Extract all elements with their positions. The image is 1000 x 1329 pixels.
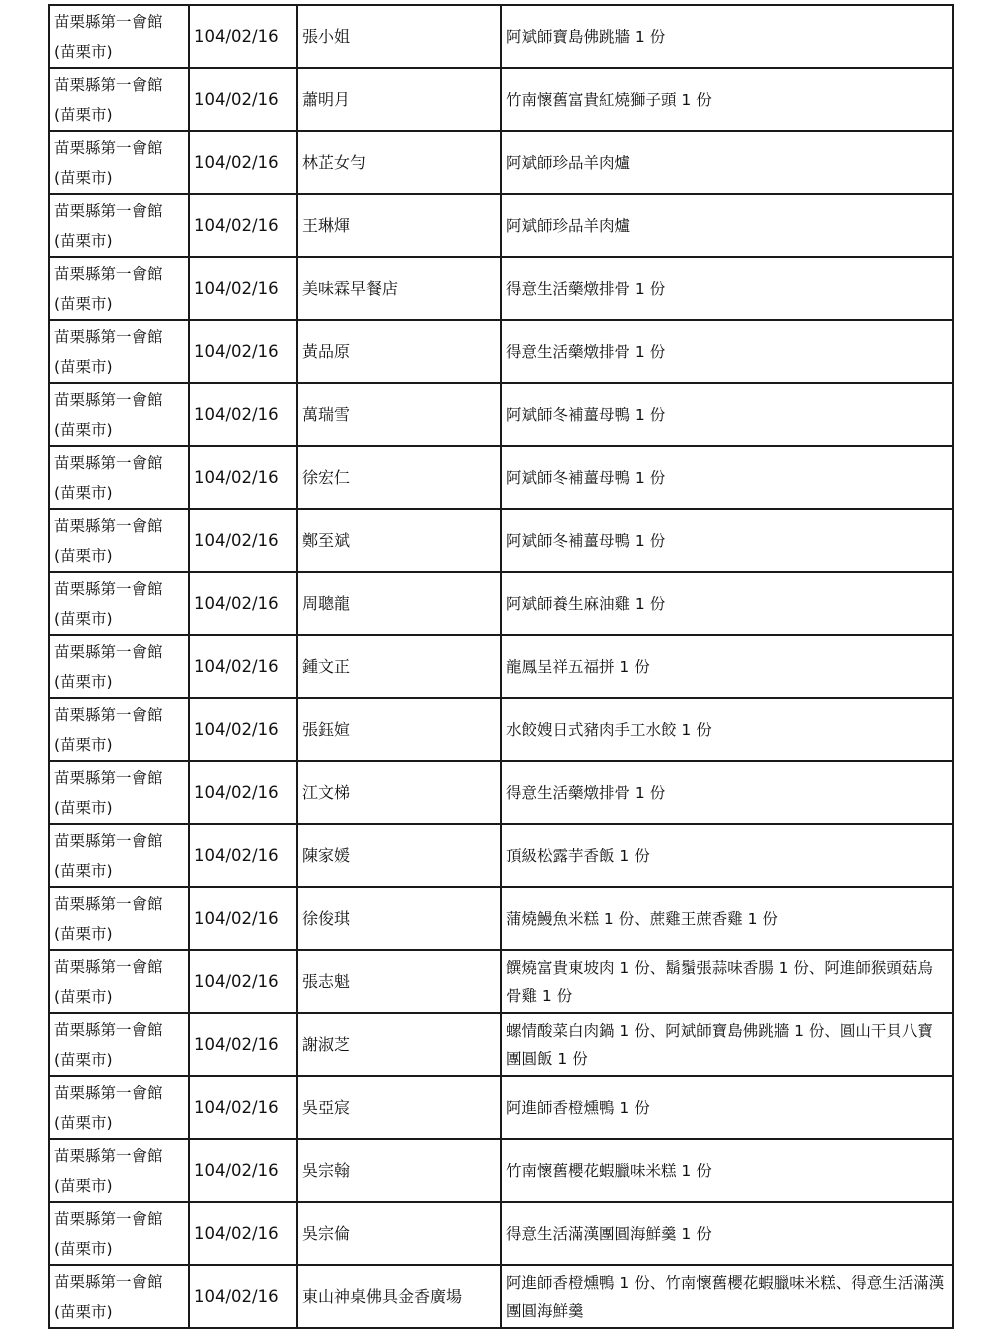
prize-cell: 阿斌師寶島佛跳牆 1 份: [501, 5, 953, 68]
venue-city: (苗栗市): [54, 484, 113, 502]
date-cell: 104/02/16: [189, 1202, 297, 1265]
date-cell: 104/02/16: [189, 68, 297, 131]
venue-city: (苗栗市): [54, 988, 113, 1006]
winner-name-cell: 張小姐: [297, 5, 501, 68]
venue-name: 苗栗縣第一會館: [54, 202, 163, 220]
venue-city: (苗栗市): [54, 1240, 113, 1258]
winner-name-cell: 鍾文正: [297, 635, 501, 698]
venue-cell: [49, 824, 189, 887]
date-cell: 104/02/16: [189, 1139, 297, 1202]
venue-name: 苗栗縣第一會館: [54, 832, 163, 850]
winners-table-page: [48, 4, 952, 1329]
venue-cell: [49, 950, 189, 1013]
table-row: [49, 68, 953, 131]
venue-name: 苗栗縣第一會館: [54, 139, 163, 157]
winners-table: [48, 4, 954, 1329]
prize-cell: 阿進師香橙燻鴨 1 份、竹南懷舊櫻花蝦臘味米糕、得意生活滿漢團圓海鮮羹: [501, 1265, 953, 1328]
venue-name: 苗栗縣第一會館: [54, 895, 163, 913]
date-cell: 104/02/16: [189, 698, 297, 761]
date-cell: 104/02/16: [189, 1265, 297, 1328]
prize-cell: 竹南懷舊富貴紅燒獅子頭 1 份: [501, 68, 953, 131]
venue-name: 苗栗縣第一會館: [54, 1273, 163, 1291]
venue-name: 苗栗縣第一會館: [54, 1210, 163, 1228]
venue-cell: [49, 635, 189, 698]
table-row: [49, 887, 953, 950]
winner-name-cell: 徐宏仁: [297, 446, 501, 509]
date-cell: 104/02/16: [189, 383, 297, 446]
winner-name-cell: 蕭明月: [297, 68, 501, 131]
venue-cell: [49, 698, 189, 761]
date-cell: 104/02/16: [189, 446, 297, 509]
date-cell: 104/02/16: [189, 887, 297, 950]
prize-cell: 阿斌師冬補薑母鴨 1 份: [501, 383, 953, 446]
prize-cell: 得意生活藥燉排骨 1 份: [501, 761, 953, 824]
date-cell: 104/02/16: [189, 824, 297, 887]
venue-cell: [49, 446, 189, 509]
prize-cell: 竹南懷舊櫻花蝦臘味米糕 1 份: [501, 1139, 953, 1202]
table-row: [49, 635, 953, 698]
venue-name: 苗栗縣第一會館: [54, 1021, 163, 1039]
venue-name: 苗栗縣第一會館: [54, 580, 163, 598]
venue-name: 苗栗縣第一會館: [54, 769, 163, 787]
table-row: [49, 194, 953, 257]
date-cell: 104/02/16: [189, 257, 297, 320]
winner-name-cell: 江文梯: [297, 761, 501, 824]
date-cell: 104/02/16: [189, 509, 297, 572]
venue-cell: [49, 383, 189, 446]
prize-cell: 得意生活滿漢團圓海鮮羹 1 份: [501, 1202, 953, 1265]
date-cell: 104/02/16: [189, 950, 297, 1013]
prize-cell: 阿斌師珍品羊肉爐: [501, 194, 953, 257]
table-row: [49, 257, 953, 320]
winners-table-body: [49, 5, 953, 1328]
venue-name: 苗栗縣第一會館: [54, 391, 163, 409]
table-row: [49, 698, 953, 761]
venue-city: (苗栗市): [54, 1177, 113, 1195]
venue-name: 苗栗縣第一會館: [54, 1084, 163, 1102]
venue-name: 苗栗縣第一會館: [54, 1147, 163, 1165]
winner-name-cell: 吳宗倫: [297, 1202, 501, 1265]
venue-cell: [49, 761, 189, 824]
prize-cell: 阿斌師珍品羊肉爐: [501, 131, 953, 194]
venue-name: 苗栗縣第一會館: [54, 328, 163, 346]
winner-name-cell: 東山神桌佛具金香廣場: [297, 1265, 501, 1328]
prize-cell: 阿斌師冬補薑母鴨 1 份: [501, 509, 953, 572]
table-row: [49, 1139, 953, 1202]
winner-name-cell: 鄭至斌: [297, 509, 501, 572]
venue-city: (苗栗市): [54, 736, 113, 754]
venue-name: 苗栗縣第一會館: [54, 958, 163, 976]
winner-name-cell: 黃品原: [297, 320, 501, 383]
venue-cell: [49, 194, 189, 257]
winner-name-cell: 張志魁: [297, 950, 501, 1013]
prize-cell: 得意生活藥燉排骨 1 份: [501, 257, 953, 320]
date-cell: 104/02/16: [189, 5, 297, 68]
table-row: [49, 5, 953, 68]
date-cell: 104/02/16: [189, 320, 297, 383]
prize-cell: 頂級松露芋香飯 1 份: [501, 824, 953, 887]
winner-name-cell: 吳亞宸: [297, 1076, 501, 1139]
date-cell: 104/02/16: [189, 1076, 297, 1139]
venue-city: (苗栗市): [54, 1114, 113, 1132]
venue-city: (苗栗市): [54, 1051, 113, 1069]
venue-name: 苗栗縣第一會館: [54, 265, 163, 283]
venue-cell: [49, 509, 189, 572]
prize-cell: 蒲燒鰻魚米糕 1 份、蔗雞王蔗香雞 1 份: [501, 887, 953, 950]
venue-name: 苗栗縣第一會館: [54, 517, 163, 535]
venue-cell: [49, 1013, 189, 1076]
venue-cell: [49, 257, 189, 320]
prize-cell: 得意生活藥燉排骨 1 份: [501, 320, 953, 383]
prize-cell: 龍鳳呈祥五福拼 1 份: [501, 635, 953, 698]
venue-city: (苗栗市): [54, 169, 113, 187]
prize-cell: 水餃嫂日式豬肉手工水餃 1 份: [501, 698, 953, 761]
venue-name: 苗栗縣第一會館: [54, 706, 163, 724]
venue-city: (苗栗市): [54, 421, 113, 439]
winner-name-cell: 陳家媛: [297, 824, 501, 887]
venue-cell: [49, 131, 189, 194]
date-cell: 104/02/16: [189, 131, 297, 194]
venue-cell: [49, 572, 189, 635]
table-row: [49, 761, 953, 824]
venue-city: (苗栗市): [54, 799, 113, 817]
table-row: [49, 383, 953, 446]
prize-cell: 阿進師香橙燻鴨 1 份: [501, 1076, 953, 1139]
venue-city: (苗栗市): [54, 43, 113, 61]
venue-cell: [49, 1139, 189, 1202]
winner-name-cell: 萬瑞雪: [297, 383, 501, 446]
table-row: [49, 320, 953, 383]
table-row: [49, 446, 953, 509]
venue-city: (苗栗市): [54, 862, 113, 880]
date-cell: 104/02/16: [189, 572, 297, 635]
winner-name-cell: 吳宗翰: [297, 1139, 501, 1202]
venue-cell: [49, 68, 189, 131]
venue-name: 苗栗縣第一會館: [54, 13, 163, 31]
venue-cell: [49, 1076, 189, 1139]
date-cell: 104/02/16: [189, 194, 297, 257]
winner-name-cell: 林芷女勻: [297, 131, 501, 194]
table-row: [49, 1013, 953, 1076]
venue-city: (苗栗市): [54, 1303, 113, 1321]
date-cell: 104/02/16: [189, 761, 297, 824]
table-row: [49, 950, 953, 1013]
table-row: [49, 572, 953, 635]
prize-cell: 螺情酸菜白肉鍋 1 份、阿斌師寶島佛跳牆 1 份、圓山干貝八寶團圓飯 1 份: [501, 1013, 953, 1076]
table-row: [49, 1202, 953, 1265]
winner-name-cell: 周聰龍: [297, 572, 501, 635]
prize-cell: 饌燒富貴東坡肉 1 份、鬍鬚張蒜味香腸 1 份、阿進師猴頭菇烏骨雞 1 份: [501, 950, 953, 1013]
table-row: [49, 131, 953, 194]
venue-city: (苗栗市): [54, 610, 113, 628]
venue-name: 苗栗縣第一會館: [54, 643, 163, 661]
winner-name-cell: 美味霖早餐店: [297, 257, 501, 320]
venue-name: 苗栗縣第一會館: [54, 454, 163, 472]
venue-name: 苗栗縣第一會館: [54, 76, 163, 94]
date-cell: 104/02/16: [189, 1013, 297, 1076]
winner-name-cell: 謝淑芝: [297, 1013, 501, 1076]
venue-cell: [49, 320, 189, 383]
venue-cell: [49, 887, 189, 950]
venue-city: (苗栗市): [54, 358, 113, 376]
winner-name-cell: 張鈺媗: [297, 698, 501, 761]
venue-city: (苗栗市): [54, 673, 113, 691]
venue-city: (苗栗市): [54, 106, 113, 124]
venue-city: (苗栗市): [54, 295, 113, 313]
venue-city: (苗栗市): [54, 232, 113, 250]
table-row: [49, 1076, 953, 1139]
winner-name-cell: 王琳煇: [297, 194, 501, 257]
prize-cell: 阿斌師冬補薑母鴨 1 份: [501, 446, 953, 509]
table-row: [49, 509, 953, 572]
date-cell: 104/02/16: [189, 635, 297, 698]
venue-city: (苗栗市): [54, 925, 113, 943]
venue-cell: [49, 1202, 189, 1265]
prize-cell: 阿斌師養生麻油雞 1 份: [501, 572, 953, 635]
table-row: [49, 824, 953, 887]
venue-city: (苗栗市): [54, 547, 113, 565]
winner-name-cell: 徐俊琪: [297, 887, 501, 950]
venue-cell: [49, 5, 189, 68]
